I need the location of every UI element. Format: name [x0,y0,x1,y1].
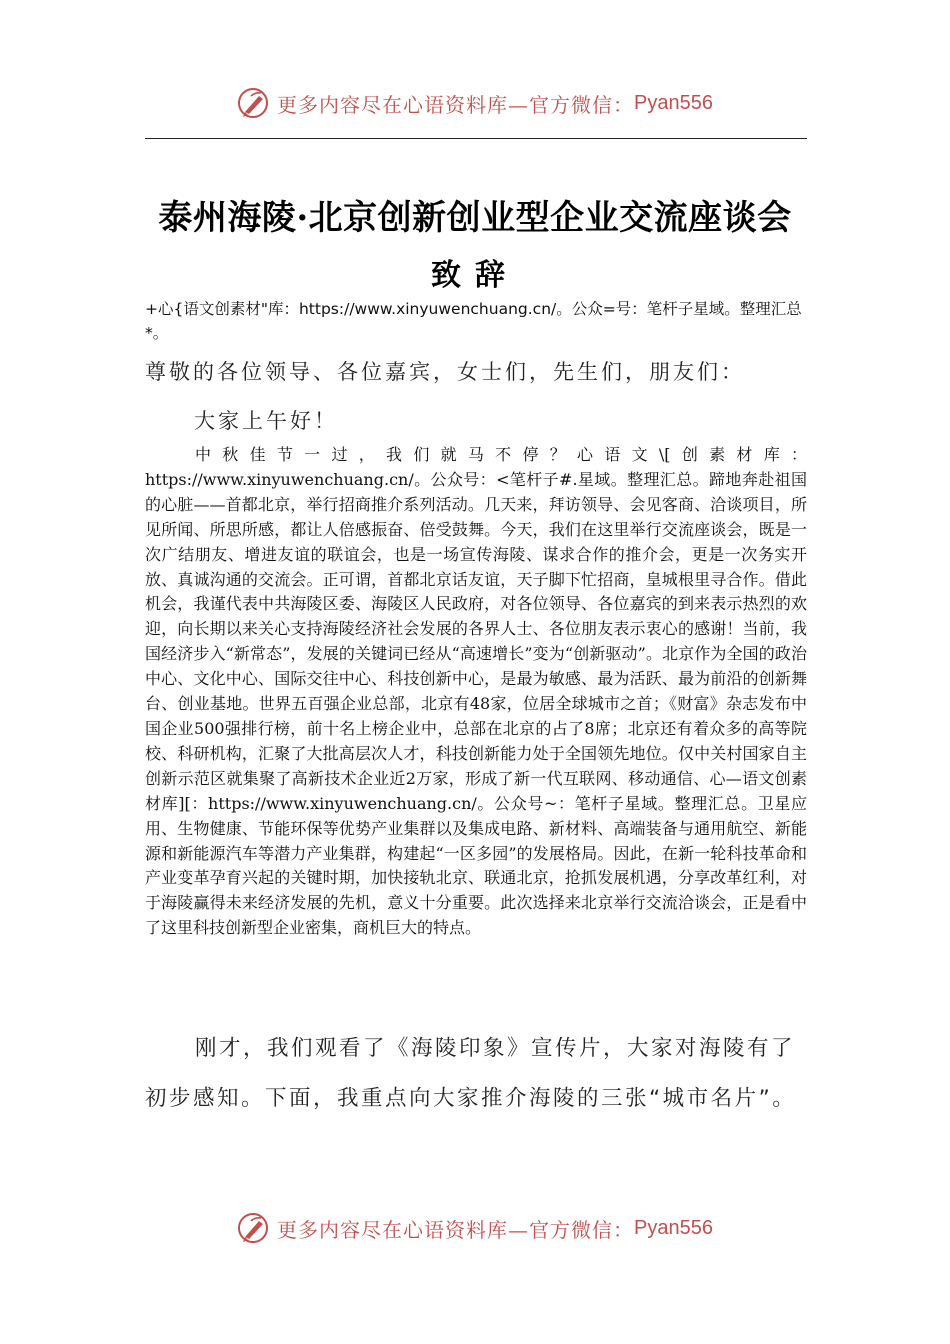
header-banner [0,83,950,123]
document-subtitle: 致辞 [431,258,519,293]
banner-text: 更多内容尽在心语资料库—官方微信： [277,92,635,117]
header-divider [145,138,807,139]
pen-logo-icon [237,1211,271,1245]
morning-greeting: 大家上午好！ [194,409,338,433]
greeting: 尊敬的各位领导、各位嘉宾，女士们，先生们，朋友们： [145,360,745,384]
footer-banner [0,1208,950,1248]
banner-handle: Pyan556 [634,91,713,114]
closing-paragraph: 刚才，我们观看了《海陵印象》宣传片，大家对海陵有了初步感知。下面，我重点向大家推介海陵的三张“城市名片”。 [145,1036,797,1111]
source-note: +心{语文创素材"库：https://www.xinyuwenchuang.cn/。公众=号：笔杆子星域。整理汇总*。 [145,300,802,342]
banner-text: 更多内容尽在心语资料库—官方微信： [277,1217,635,1242]
body-paragraph: 中秋佳节一过，我们就马不停？心语文\[创素材库：https://www.xinyuwenchuang.cn/。公众号：<笔杆子#.星域。整理汇总。蹄地奔赴祖国的心脏——首都北京，举行招商推介系列活动。几天来，拜访领导、会见客商、洽谈项目，所见所闻、所思所感，都让人倍感振奋、倍受鼓舞。今天，我们在这里举行交流座谈会，既是一次广结朋友、增进友谊的联谊会，也是一场宣传海陵、谋求合作的推介会，更是一次务实开放、真诚沟通的交流会。正可谓，首都北京话友谊，天子脚下忙招商，皇城根里寻合作。借此机会，我谨代表中共海陵区委、海陵区人民政府，对各位领导、各位嘉宾的到来表示热烈的欢迎，向长期以来关心支持海陵经济社会发展的各界人士、各位朋友表示衷心的感谢！当前，我国经济步入“新常态”，发展的关键词已经从“高速增长”变为“创新驱动”。北京作为全国的政治中心、文化中心、国际交往中心、科技创新中心，是最为敏感、最为活跃、最为前沿的创新舞台、创业基地。世界五百强企业总部，北京有48家，位居全球城市之首；《财富》杂志发布中国企业500强排行榜，前十名上榜企业中，总部在北京的占了8席；北京还有着众多的高等院校、科研机构，汇聚了大批高层次人才，科技创新能力处于全国领先地位。仅中关村国家自主创新示范区就集聚了高新技术企业近2万家，形成了新一代互联网、移动通信、心—语文创素材库][：https://www.xinyuwenchuang.cn/。公众号~：笔杆子星域。整理汇总。卫星应用、生物健康、节能环保等优势产业集群以及集成电路、新材料、高端装备与通用航空、新能源和新能源汽车等潜力产业集群，构建起“一区多园”的发展格局。因此，在新一轮科技革命和产业变革孕育兴起的关键时期，加快接轨北京、联通北京，抢抓发展机遇，分享改革红利，对于海陵赢得未来经济发展的先机，意义十分重要。此次选择来北京举行交流洽谈会，正是看中了这里科技创新型企业密集，商机巨大的特点。 [145,445,807,938]
banner-handle: Pyan556 [634,1216,713,1239]
pen-logo-icon [237,86,271,120]
document-title: 泰州海陵·北京创新创业型企业交流座谈会 [158,198,792,238]
